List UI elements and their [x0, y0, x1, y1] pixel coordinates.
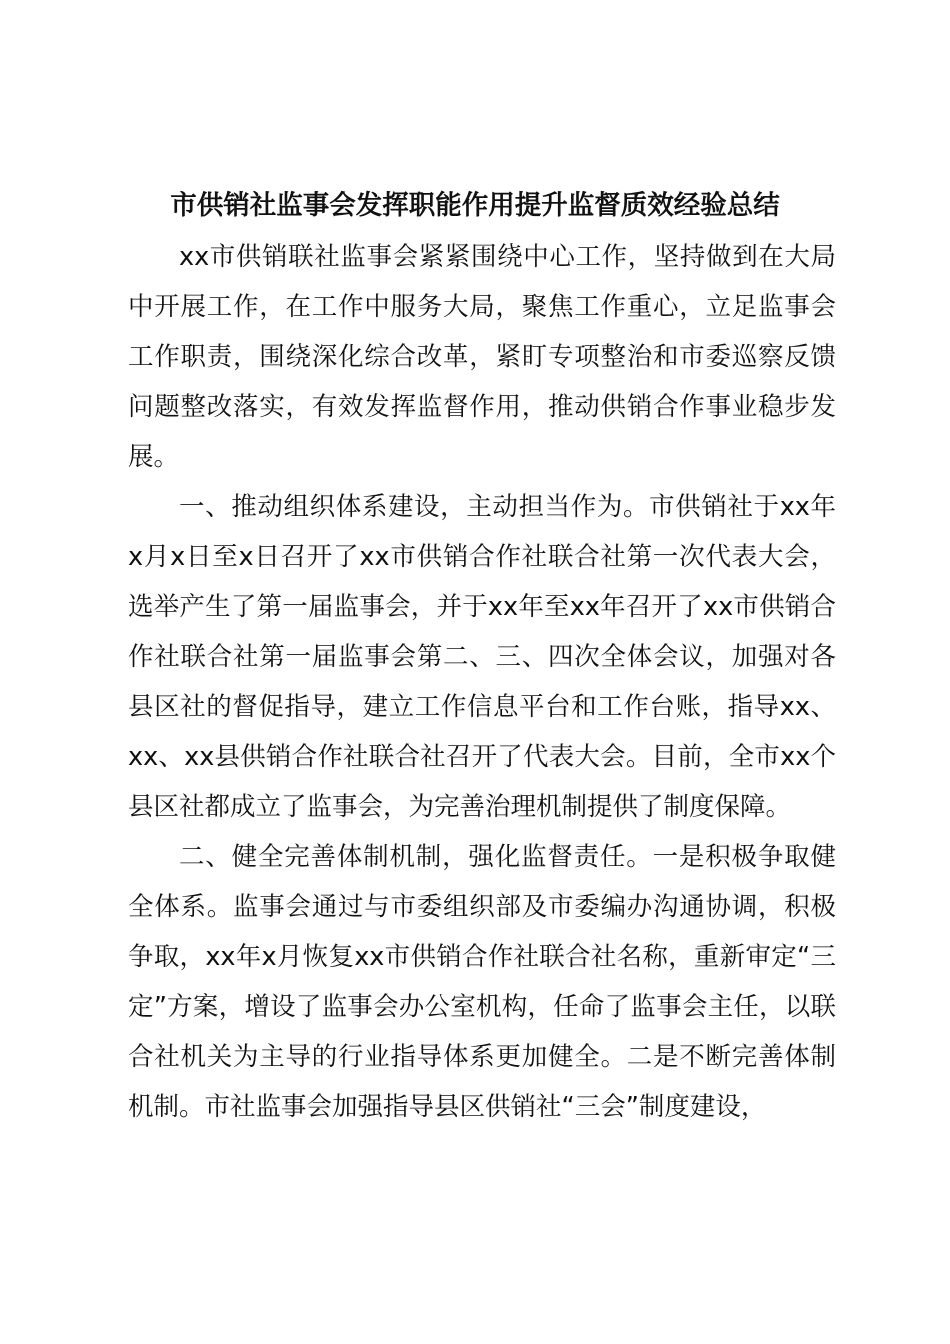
paragraph-intro: xx市供销联社监事会紧紧围绕中心工作，坚持做到在大局中开展工作，在工作中服务大局，聚焦工作重心，立足监事会工作职责，围绕深化综合改革，紧盯专项整治和市委巡察反馈问题整改落实，有效发挥监督作用，推动供销合作事业稳步发展。: [128, 242, 836, 472]
paragraph-section-2: 二、健全完善体制机制，强化监督责任。一是积极争取健全体系。监事会通过与市委组织部及市委编办沟通协调，积极争取，xx年x月恢复xx市供销合作社联合社名称，重新审定“三定”方案，增设了监事会办公室机构，任命了监事会主任，以联合社机关为主导的行业指导体系更加健全。二是不断完善体制机制。市社监事会加强指导县区供销社“三会”制度建设，: [128, 842, 836, 1122]
document-body: [128, 232, 836, 1132]
document-title: 市供销社监事会发挥职能作用提升监督质效经验总结: [170, 190, 780, 221]
paragraph-section-1: 一、推动组织体系建设，主动担当作为。市供销社于xx年x月x日至x日召开了xx市供销合作社联合社第一次代表大会，选举产生了第一届监事会，并于xx年至xx年召开了xx市供销合作社联合社第一届监事会第二、三、四次全体会议，加强对各县区社的督促指导，建立工作信息平台和工作台账，指导xx、xx、xx县供销合作社联合社召开了代表大会。目前，全市xx个县区社都成立了监事会，为完善治理机制提供了制度保障。: [128, 492, 836, 822]
